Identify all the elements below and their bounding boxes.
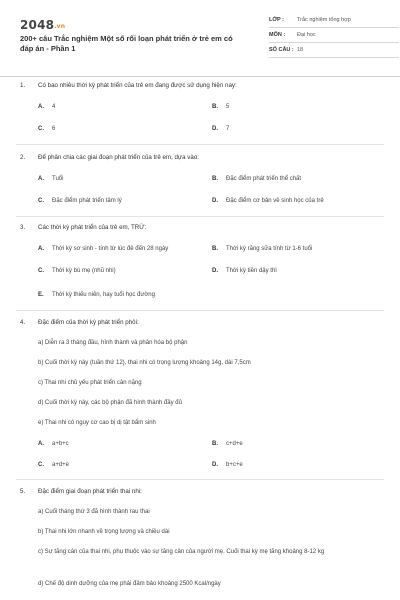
question-divider xyxy=(16,310,384,311)
option-letter: B. xyxy=(212,176,218,182)
option-letter: D. xyxy=(212,462,218,468)
statement-e: e) Thai nhi có nguy cơ cao bị dị tật bẩm sinh xyxy=(38,420,156,426)
option-c[interactable] xyxy=(38,268,116,274)
option-letter: B. xyxy=(212,246,218,252)
option-letter: A. xyxy=(38,246,44,252)
document-header xyxy=(16,0,384,70)
question-text: Có bao nhiêu thời kỳ phát triển của trẻ em đang được sử dụng hiện nay: xyxy=(38,82,237,89)
option-a[interactable] xyxy=(38,441,69,447)
option-text: 5 xyxy=(226,104,230,110)
option-letter: D. xyxy=(212,198,218,204)
option-letter: A. xyxy=(38,104,44,110)
option-letter: D. xyxy=(212,126,218,132)
option-text: Tuổi xyxy=(52,176,64,182)
option-letter: B. xyxy=(212,104,218,110)
option-text: Đặc điểm phát triển tâm lý xyxy=(52,198,122,204)
option-letter: C. xyxy=(38,198,44,204)
option-a[interactable] xyxy=(38,104,55,110)
statement-a: a) Cuối tháng thứ 3 đã hình thành rau thai xyxy=(38,509,150,515)
option-text: b+c+e xyxy=(226,462,243,468)
option-text: 6 xyxy=(52,126,56,132)
option-b[interactable] xyxy=(212,246,312,252)
option-a[interactable] xyxy=(38,246,168,252)
logo-suffix: .vn xyxy=(54,23,66,30)
question-text: Đặc điểm giai đoạn phát triển thai nhi: xyxy=(38,488,142,495)
site-logo[interactable] xyxy=(20,18,65,32)
question-text: Đặc điểm của thời kỳ phát triển phôi: xyxy=(38,319,139,326)
option-text: Đặc điểm cơ bản về sinh học của trẻ xyxy=(226,198,324,204)
meta-value: 18 xyxy=(297,47,304,53)
document-title: 200+ câu Trắc nghiệm Một số rối loạn phát triển ở trẻ em có đáp án - Phần 1 xyxy=(20,34,233,53)
option-text: c+d+e xyxy=(226,441,243,447)
statement-b: b) Cuối thời kỳ này (tuần thứ 12), thai nhi có trọng lượng khoảng 14g, dài 7,5cm xyxy=(38,360,251,366)
logo-main: 2048 xyxy=(20,18,55,32)
statement-d: d) Cuối thời kỳ này, các bộ phận đã hình thành đầy đủ xyxy=(38,400,182,406)
option-b[interactable] xyxy=(212,104,229,110)
question-number: 1. xyxy=(20,82,26,89)
option-b[interactable] xyxy=(212,441,243,447)
option-d[interactable] xyxy=(212,268,277,274)
option-text: Thời kỳ răng sữa tính từ 1-6 tuổi xyxy=(226,246,313,252)
statement-c: c) Thai nhi chủ yếu phát triển cân nặng xyxy=(38,380,142,386)
question-number: 4. xyxy=(20,319,26,326)
option-d[interactable] xyxy=(212,126,229,132)
option-text: Thời kỳ tiền dậy thì xyxy=(226,268,277,274)
option-text: a+b+c xyxy=(52,441,69,447)
question-divider xyxy=(16,479,384,480)
option-text: a+d+e xyxy=(52,462,70,468)
option-letter: C. xyxy=(38,268,44,274)
statement-a: a) Diễn ra 3 tháng đầu, hình thành và phân hóa bộ phận xyxy=(38,340,188,346)
meta-row-class xyxy=(269,13,399,28)
question-text: Để phân chia các giai đoạn phát triển của trẻ em, dựa vào: xyxy=(38,154,199,161)
option-c[interactable] xyxy=(38,462,69,468)
option-letter: C. xyxy=(38,126,44,132)
option-letter: E. xyxy=(38,292,44,298)
option-a[interactable] xyxy=(38,176,63,182)
question-number: 3. xyxy=(20,224,26,231)
option-e[interactable] xyxy=(38,292,155,298)
statement-d: d) Chế độ dinh dưỡng của mẹ phải đảm bảo khoảng 2500 Kcal/ngày xyxy=(38,581,221,587)
option-text: 7 xyxy=(226,126,230,132)
meta-row-count xyxy=(269,43,399,58)
header-divider xyxy=(0,76,400,77)
meta-key: LỚP : xyxy=(269,17,284,23)
meta-key: SỐ CÂU : xyxy=(269,47,294,53)
statement-b: b) Thai nhi lớn nhanh về trọng lượng và chiều dài xyxy=(38,529,170,535)
option-b[interactable] xyxy=(212,176,301,182)
option-letter: A. xyxy=(38,441,44,447)
meta-row-subject xyxy=(269,28,399,43)
document-meta xyxy=(269,13,399,58)
option-letter: C. xyxy=(38,462,44,468)
option-letter: B. xyxy=(212,441,218,447)
meta-key: MÔN : xyxy=(269,32,286,38)
option-letter: D. xyxy=(212,268,218,274)
option-text: Thời kỳ thiếu niên, hay tuổi học đường xyxy=(52,292,155,298)
question-divider xyxy=(16,216,384,217)
option-text: Thời kỳ bú mẹ (nhũ nhi) xyxy=(52,268,116,274)
option-text: Đặc điểm phát triển thể chất xyxy=(226,176,302,182)
meta-value: Đại học xyxy=(297,32,316,38)
question-number: 2. xyxy=(20,154,26,161)
option-d[interactable] xyxy=(212,462,243,468)
meta-value: Trắc nghiệm tổng hợp xyxy=(297,17,351,23)
option-text: 4 xyxy=(52,104,56,110)
option-c[interactable] xyxy=(38,126,55,132)
option-d[interactable] xyxy=(212,198,324,204)
statement-c: c) Sự tăng cân của thai nhi, phụ thuộc vào sự tăng cân của người mẹ. Cuối thai kỳ mẹ tăng khoảng 8-12 kg xyxy=(38,549,325,555)
option-text: Thời kỳ sơ sinh - tính từ lúc đẻ đến 28 ngày xyxy=(52,246,169,252)
question-number: 5. xyxy=(20,488,26,495)
option-c[interactable] xyxy=(38,198,122,204)
option-letter: A. xyxy=(38,176,44,182)
question-text: Các thời kỳ phát triển của trẻ em, TRỪ: xyxy=(38,224,147,231)
question-divider xyxy=(16,144,384,145)
